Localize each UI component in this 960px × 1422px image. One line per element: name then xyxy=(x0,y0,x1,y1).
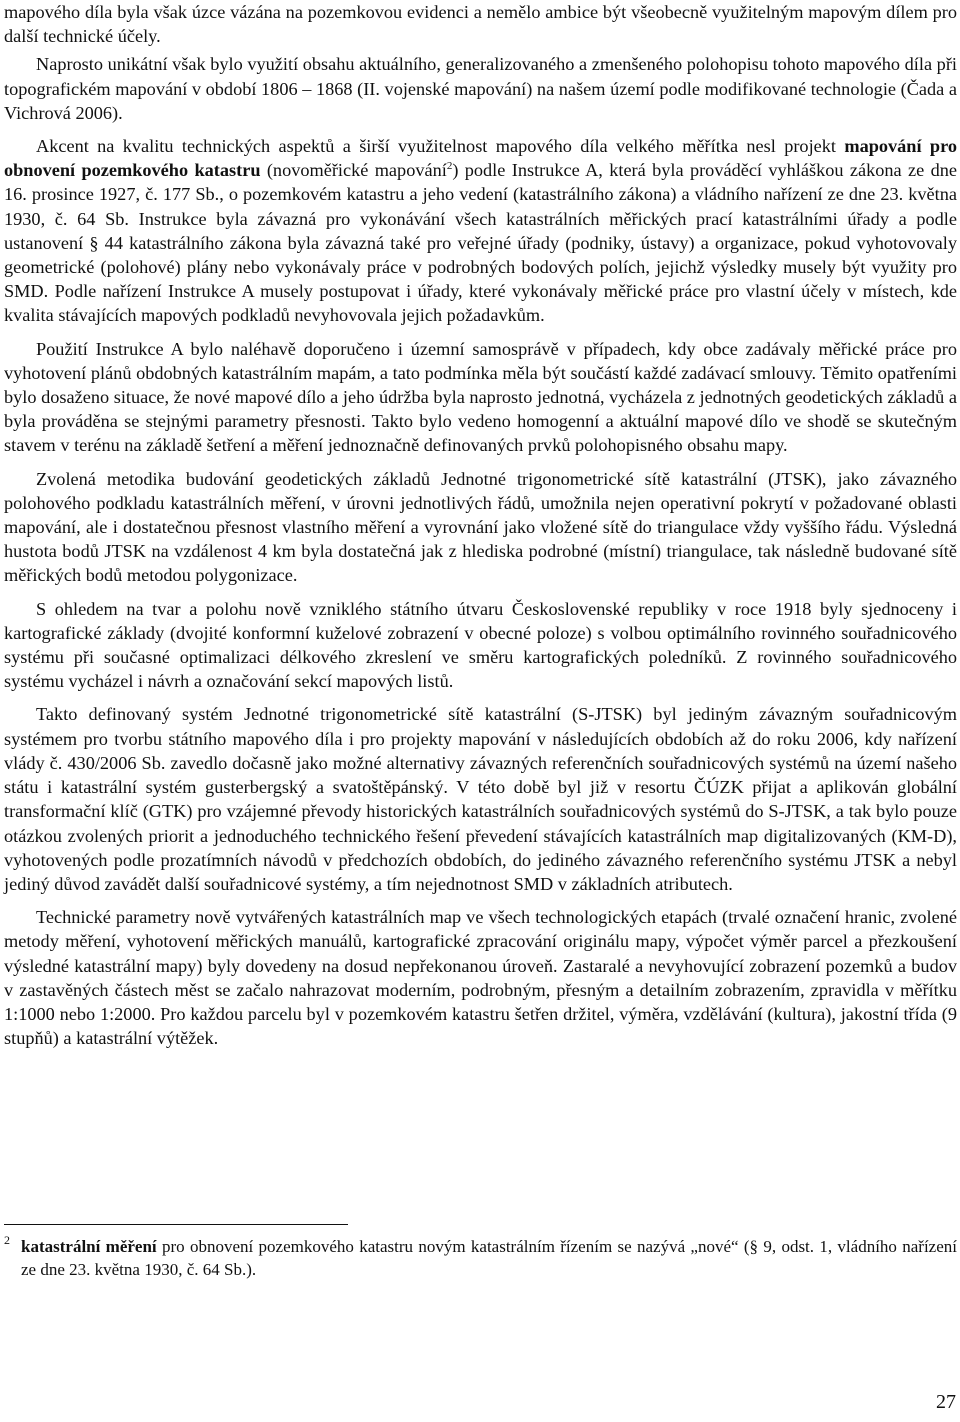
paragraph-3-text-b: (novoměřické mapování xyxy=(260,160,447,181)
footnote xyxy=(4,1235,957,1281)
paragraph-3-text-a: Akcent na kvalitu technických aspektů a širší využitelnost mapového díla velkého měřítka nesl projekt xyxy=(36,136,845,157)
paragraph-6: S ohledem na tvar a polohu nově vzniklého státního útvaru Československé republiky v roce 1918 byly sjednoceny i kartografické základy (dvojité konformní kuželové zobrazení v obecné poloze) s volbou optimálního rovinného souřadnicového systému při současné optimalizaci délkového zkreslení ve směru kartografických poledníků. Z rovinného souřadnicového systému vycházel i návrh a označování sekcí mapových listů. xyxy=(4,598,957,692)
paragraph-1: mapového díla byla však úzce vázána na pozemkovou evidenci a nemělo ambice být všeobecně využitelným mapovým dílem pro další technické účely. xyxy=(4,2,957,47)
paragraph-3-bold-term: mapování pro obnovení pozemkového katastru xyxy=(4,136,957,181)
paragraph-3 xyxy=(4,134,957,328)
footnote-bold-term: katastrální měření xyxy=(21,1237,157,1256)
footnote-reference[interactable]: 2 xyxy=(446,160,453,173)
paragraph-3-text-c: ) podle Instrukce A, která byla prováděcí vyhláškou zákona ze dne 16. prosince 1927, č. 177 Sb., o pozemkovém katastru a jeho vedení (katastrálního zákona) a vládního nařízení ze dne 23. května 1930, č. 64 Sb. Instrukce byla závazná pro vykonávání všech katastrálních měřických prací katastrálními úřady a podle ustanovení § 44 katastrálního zákona byla závazná také pro veřejné úřady (podniky, ústavy) a organizace, pokud vyhotovovaly geometrické (polohové) plány nebo vykonávaly práce v podrobných bodových polích, jejichž výsledky musely být využity pro SMD. Podle nařízení Instrukce A musely postupovat i úřady, které vykonávaly měřické práce pro vlastní účely v místech, kde kvalita stávajících mapových podkladů nevyhovovala jejich požadavkům. xyxy=(4,160,957,326)
footnote-text: pro obnovení pozemkového katastru novým katastrálním řízením se nazývá „nové“ (§ 9, odst. 1, vládního nařízení ze dne 23. května 1930, č. 64 Sb.). xyxy=(21,1237,957,1279)
footnote-mark: 2 xyxy=(4,1233,10,1247)
page-number: 27 xyxy=(936,1391,956,1413)
paragraph-2: Naprosto unikátní však bylo využití obsahu aktuálního, generalizovaného a zmenšeného polohopisu tohoto mapového díla při topografickém mapování v období 1806 – 1868 (II. vojenské mapování) na našem území podle modifikované technologie (Čada a Vichrová 2006). xyxy=(4,54,957,123)
paragraph-4: Použití Instrukce A bylo naléhavě doporučeno i územní samosprávě v případech, kdy obce zadávaly měřické práce pro vyhotovení plánů obdobných katastrálním mapám, a tato podmínka měla být součástí každé zadávací smlouvy. Těmito opatřeními bylo dosaženo situace, že nové mapové dílo a jeho údržba byla naprosto jednotná, vycházela z jednotných geodetických základů a byla prováděna se stejnými parametry přesnosti. Takto bylo vedeno homogenní a aktuální mapové dílo ve shodě se skutečným stavem v terénu na základě šetření a měření jednoznačně definovaných prvků polohopisného obsahu mapy. xyxy=(4,338,957,456)
paragraph-8: Technické parametry nově vytvářených katastrálních map ve všech technologických etapách (trvalé označení hranic, zvolené metody měření, vyhotovení měřických manuálů, kartografické zpracování originálu mapy, výpočet výměr parcel a přezkoušení výsledné katastrální mapy) byly dovedeny na dosud nepřekonanou úroveň. Zastaralé a nevyhovující zobrazení pozemků a budov v zastavěných částech měst se začalo nahrazovat moderním, podrobným, přesným a detailním zobrazením, zpravidla v měřítku 1:1000 nebo 1:2000. Pro každou parcelu byl v pozemkovém katastru šetřen držitel, výměra, vzdělávání (kultura), jakostní třída (9 stupňů) a katastrální výtěžek. xyxy=(4,907,957,1049)
footnote-divider xyxy=(4,1224,348,1225)
paragraph-5: Zvolená metodika budování geodetických základů Jednotné trigonometrické sítě katastrální (JTSK), jako závazného polohového podkladu katastrálních měření, v úrovni jednotlivých řádů, umožnila nejen operativní pokrytí v požadované oblasti mapování, ale i dostatečnou přesnost vlastního měření a vyrovnání jako vložené sítě do triangulace vždy vyššího řádu. Výsledná hustota bodů JTSK na vzdálenost 4 km byla dostatečná jak z hlediska podrobné (místní) triangulace, tak následně budované sítě měřických bodů metodou polygonizace. xyxy=(4,468,957,586)
paragraph-7: Takto definovaný systém Jednotné trigonometrické sítě katastrální (S-JTSK) byl jediným závazným souřadnicovým systémem pro tvorbu státního mapového díla i pro projekty mapování v následujících obdobích až do roku 2006, kdy nařízení vlády č. 430/2006 Sb. zavedlo dočasně jako možné alternativy závazných referenčních souřadnicových systémů na území našeho státu i katastrální systém gusterbergský a svatoštěpánský. V této době byl již v resortu ČÚZK přijat a aplikován globální transformační klíč (GTK) pro vzájemné převody historických katastrálních souřadnicových systémů do S-JTSK, a tak bylo pouze otázkou zvolených priorit a jednoduchého technického řešení převedení stávajících katastrálních map digitalizovaných (KM-D), vyhotovených podle prozatímních návodů v předchozích obdobích, do jediného závazného referenčního systému JTSK a nebyl jediný důvod zavádět další souřadnicové systémy, a tím nejednotnost SMD v základních atributech. xyxy=(4,704,957,894)
